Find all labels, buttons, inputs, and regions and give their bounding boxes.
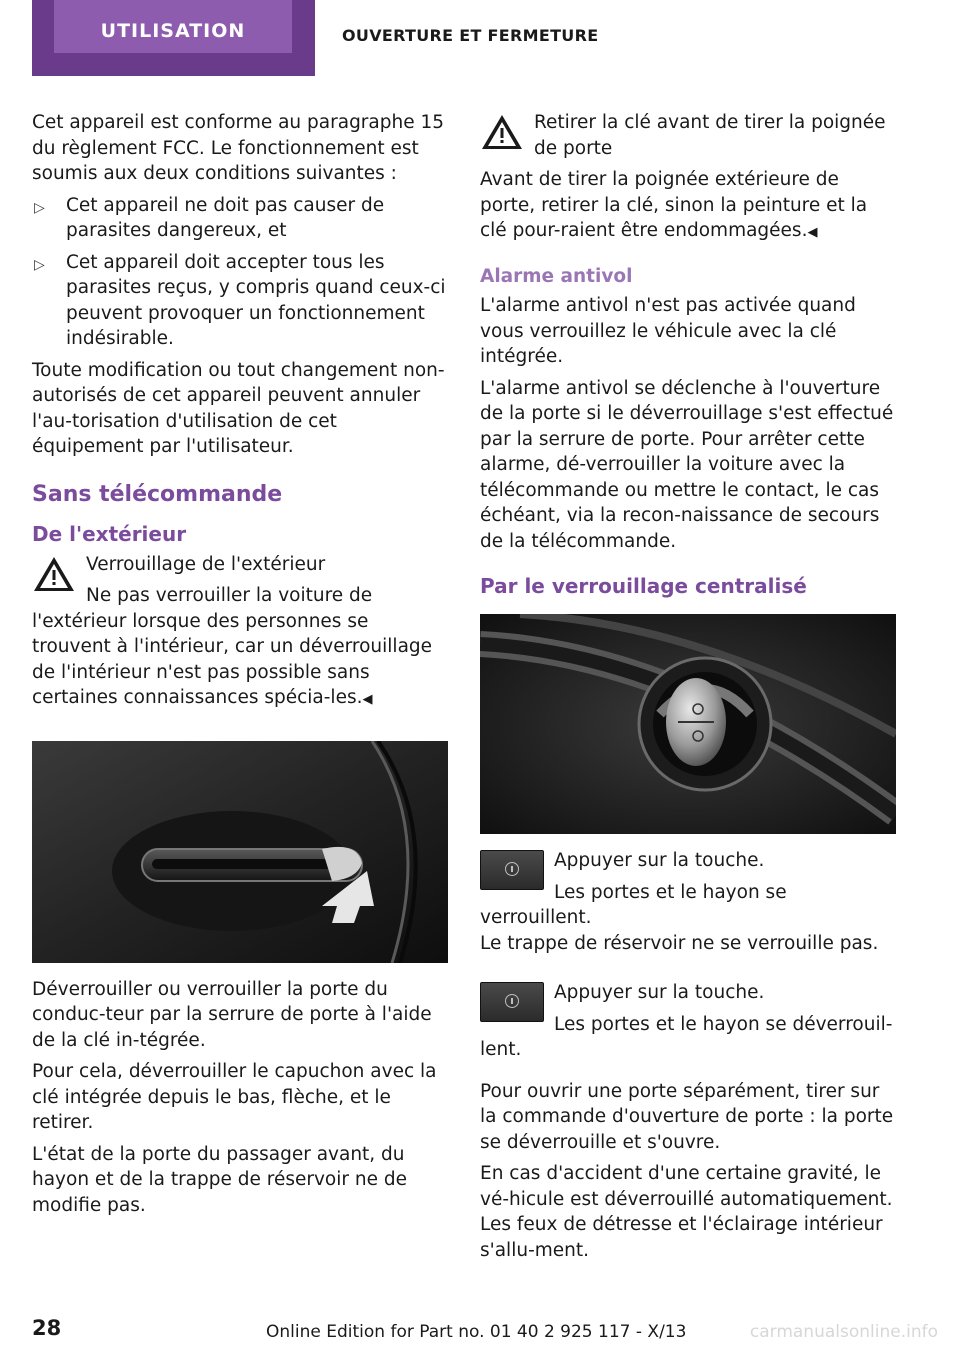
chapter-tab-label: UTILISATION [100, 20, 246, 42]
warning-triangle-icon [32, 554, 76, 594]
left-column [32, 110, 448, 1224]
bullet-triangle-icon: ▷ [34, 199, 45, 216]
lock-key-instruction: Appuyer sur la touche. Les portes et le hayon se verrouillent. Le trappe de réservoir ne se verrouille pas. [480, 850, 879, 954]
bullet-triangle-icon: ▷ [34, 256, 45, 273]
fcc-intro: Cet appareil est conforme au paragraphe 15 du règlement FCC. Le fonctionnement est soumis aux deux conditions suivantes : [32, 112, 445, 184]
page-number: 28 [32, 1316, 62, 1340]
edition-note: Online Edition for Part no. 01 40 2 925 117 - X/13 [266, 1322, 687, 1342]
lock-button-icon [480, 850, 544, 890]
end-mark-icon: ◀ [362, 692, 373, 707]
central-lock-illustration [480, 614, 896, 834]
door-handle-illustration [32, 741, 448, 963]
warning-text: Avant de tirer la poignée extérieure de porte, retirer la clé, sinon la peinture et la clé pour-raient être endommagées.◀ [480, 169, 868, 241]
paragraph-passenger: L'état de la porte du passager avant, du hayon et de la trappe de réservoir ne de modifie pas. [32, 1143, 407, 1216]
warning-title: Verrouillage de l'extérieur [86, 553, 326, 575]
unlock-button-icon [480, 982, 544, 1022]
fcc-conditions-list [32, 193, 448, 352]
right-column [480, 110, 896, 1269]
watermark-site: carmanualsonline.info [749, 1322, 938, 1342]
heading-verrouillage-centralise: Par le verrouillage centralisé [480, 574, 807, 598]
heading-sans-telecommande: Sans télécommande [32, 481, 283, 507]
warning-triangle-icon [480, 112, 524, 152]
heading-de-l-exterieur: De l'extérieur [32, 521, 187, 546]
door-handle-photo [32, 741, 448, 963]
paragraph-cap: Pour cela, déverrouiller le capuchon avec la clé intégrée depuis le bas, flèche, et le retirer. [32, 1061, 437, 1133]
paragraph-alarm-1: L'alarme antivol n'est pas activée quand vous verrouillez le véhicule avec la clé intégrée. [480, 295, 856, 367]
warning-block [32, 552, 448, 713]
section-title: OUVERTURE ET FERMETURE [342, 26, 599, 45]
warning-block [480, 110, 896, 246]
central-lock-button-photo [480, 614, 896, 834]
warning-title: Retirer la clé avant de tirer la poignée de porte [534, 112, 886, 159]
modification-notice: Toute modification ou tout changement non-autorisés de cet appareil peuvent annuler l'au-torisation d'utilisation de cet équipement par l'utilisateur. [32, 359, 445, 457]
unlock-key-instruction: Appuyer sur la touche. Les portes et le hayon se déverrouil- lent. [480, 982, 893, 1060]
paragraph-accident: En cas d'accident d'une certaine gravité, le vé-hicule est déverrouillé automatiquement. Les feux de détresse et l'éclairage intérieur s'allu-ment. [480, 1163, 893, 1261]
list-item: ▷ Cet appareil ne doit pas causer de parasites dangereux, et [34, 194, 385, 241]
page-header [0, 0, 960, 78]
end-mark-icon: ◀ [807, 225, 818, 240]
paragraph-alarm-2: L'alarme antivol se déclenche à l'ouverture de la porte si le déverrouillage s'est effectué par la serrure de porte. Pour arrêter cette alarme, dé-verrouiller la voiture avec la télécommande ou mettre le contact, le cas échéant, via la recon-naissance de secours de la télécommande. [480, 377, 894, 552]
warning-text: Ne pas verrouiller la voiture de l'extérieur lorsque des personnes se trouvent à l'intérieur, car un déverrouillage de l'intérieur n'est pas possible sans certaines connaissances spécia-les.◀ [32, 585, 433, 708]
list-item: ▷ Cet appareil doit accepter tous les parasites reçus, y compris quand ceux-ci peuvent provoquer un fonctionnement indésirable. [34, 251, 446, 349]
heading-alarme-antivol: Alarme antivol [480, 265, 633, 287]
paragraph-unlock-driver: Déverrouiller ou verrouiller la porte du conduc-teur par la serrure de porte à l'aide de la clé in-tégrée. [32, 978, 432, 1051]
paragraph-open-door: Pour ouvrir une porte séparément, tirer sur la commande d'ouverture de porte : la porte se déverrouille et s'ouvre. [480, 1080, 894, 1153]
